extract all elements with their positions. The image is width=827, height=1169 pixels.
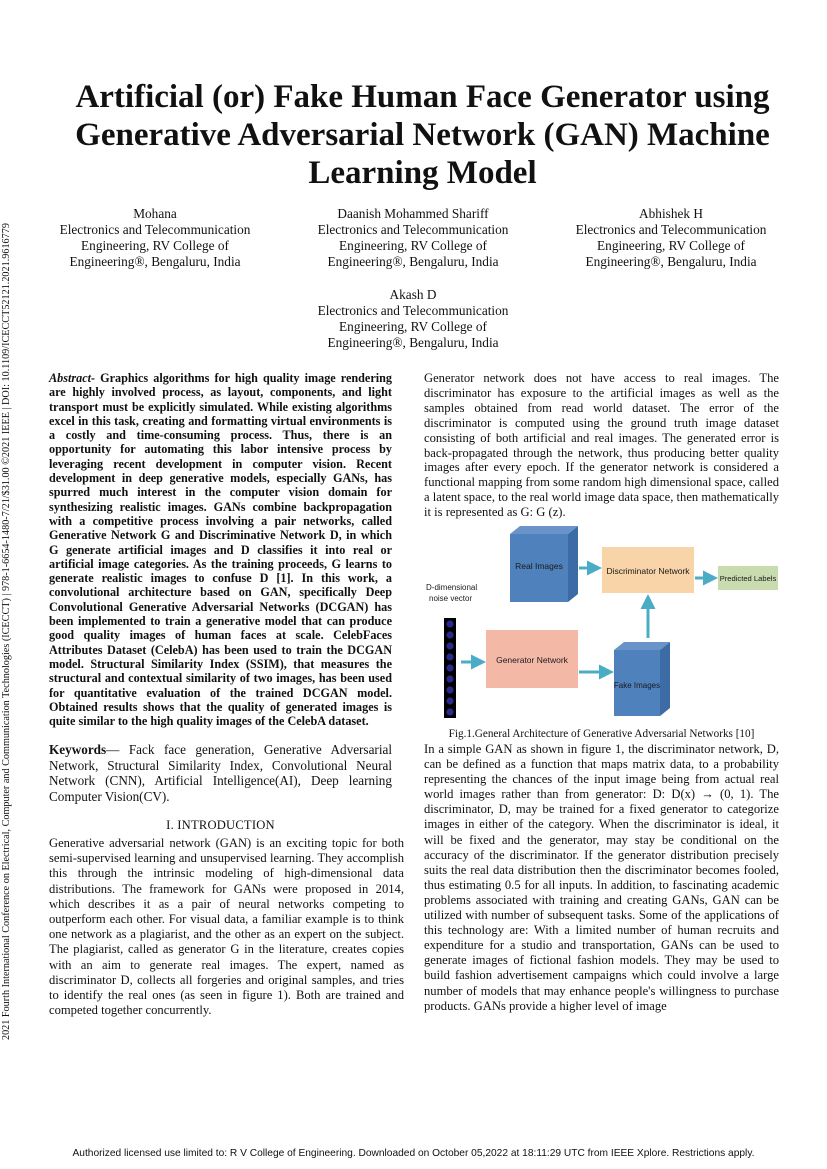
right-column-top-text: Generator network does not have access to real images. The discriminator has exposure to the artificial images as well as the samples obtained from read world dataset. The error of the discriminator is computed using the ground truth image dataset consisting of both artificial and real images. The generated error is back-propagated through the network, thus producing better quality images after every epoch. If the generator network is considered a functional mapping from some random high dimensional space, called a latent space, to the real world image data space, then mathematically it is represented as G: G (z). xyxy=(424,371,779,520)
noise-vector xyxy=(444,618,456,718)
generator-box xyxy=(486,630,578,688)
real-images-box xyxy=(510,526,578,602)
paper-title: Artificial (or) Fake Human Face Generator using Generative Adversarial Network (GAN) Machine Learning Model xyxy=(75,79,770,191)
predicted-labels-label: Predicted Labels xyxy=(719,574,777,583)
author-affiliation: Electronics and Telecommunication Engineering, RV College of Engineering®, Bengaluru, India xyxy=(59,222,251,269)
doi-sidebar-text: 2021 Fourth International Conference on Electrical, Computer and Communication Technologies (ICECCT) | 978-1-6654-1480-7/21/$31.00 ©2021 IEEE | DOI: 10.1109/ICECCT52121.2021.9616779 xyxy=(1,223,12,1040)
license-footer: Authorized licensed use limited to: R V College of Engineering. Downloaded on October 05,2022 at 18:11:29 UTC from IEEE Xplore. Restrictions apply. xyxy=(72,1148,755,1159)
author-name: Mohana xyxy=(133,206,177,221)
keywords-text: — Fack face generation, Generative Adversarial Network, Structural Similarity Index, Convolutional Neural Network (CNN), Artificial Intelligence(AI), Deep learning Computer Vision(CV). xyxy=(49,742,392,804)
noise-label-line1: D-dimensional xyxy=(426,583,478,592)
noise-label-line2: noise vector xyxy=(429,594,473,603)
author-affiliation: Electronics and Telecommunication Engineering, RV College of Engineering®, Bengaluru, India xyxy=(575,222,767,269)
discriminator-box xyxy=(602,547,694,593)
author-name: Daanish Mohammed Shariff xyxy=(337,206,489,221)
predicted-labels-box xyxy=(718,566,778,590)
author-block xyxy=(40,206,270,270)
abstract-text: Graphics algorithms for high quality image rendering are highly involved process, as layout, components, and light transport must be explicitly simulated. While existing algorithms excel in this task, creating and formatting virtual environments is a costly and time-consuming process. Thus, there is an opportunity for automating this labor intensive process by leveraging recent development in computer vision. Recent development in deep generative models, especially GANs, has spurred much interest in the computer vision domain for synthesizing realistic images. GANs combine backpropagation with a competitive process involving a pair networks, called Generative Network G and Discriminative Network D, in which G generate artificial images and D classifies it into real or artificial image categories. As the training proceeds, G learns to generate realistic images to confuse D [1]. In this work, a convolutional architecture based on GAN, specifically Deep Convolutional Generative Adversarial Networks (DCGAN) has been implemented to train a generative model that can produce good quality images of human faces at scale. CelebFaces Attributes Dataset (CelebA) has been used to train the DCGAN model. Structural Similarity Index (SSIM), that measures the structural and contextual similarity of two images, has been used for quantitative evaluation of the trained DCGAN model. Obtained results shows that the quality of generated images is quite similar to the high quality images of the CelebA dataset. xyxy=(49,371,392,729)
fake-images-box xyxy=(614,642,670,716)
discriminator-label: Discriminator Network xyxy=(606,566,690,576)
author-name: Abhishek H xyxy=(639,206,703,221)
author-affiliation: Electronics and Telecommunication Engineering, RV College of Engineering®, Bengaluru, India xyxy=(317,222,509,269)
fake-images-label: Fake Images xyxy=(613,681,661,690)
keywords-label: Keywords xyxy=(49,742,107,757)
abstract xyxy=(49,371,392,728)
introduction-text: Generative adversarial network (GAN) is an exciting topic for both semi-supervised learning and unsupervised learning. They accomplish this through the intrinsic modeling of high-dimensional data distributions. The framework for GANs were proposed in 2014, which describes it as a pair of neural networks competing to outperform each other. For visual data, a familiar example is to think one network as a plagiarist, and the other as an expert on the subject. The plagiarist, called as generator G in the literature, creates copies with an aim to generate real images. The expert, named as discriminator D, collects all forgeries and original samples, and tries to identify the real ones (as seen in figure 1). Both are trained and competed together concurrently. xyxy=(49,836,404,1018)
gan-architecture-figure xyxy=(424,522,782,722)
generator-label: Generator Network xyxy=(496,655,568,665)
author-name: Akash D xyxy=(389,287,437,302)
abstract-label: Abstract- xyxy=(49,371,96,385)
right-column-bottom-text: In a simple GAN as shown in figure 1, the discriminator network, D, can be defined as a function that maps matrix data, to a probability representing the chances of the input image being from actual real world images rather than from generator: D: D(x) → (0, 1). The discriminator, D, may be trained for a fixed generator to categorize images in either of the category. When the discriminator is ideal, it will be fixed and the generator, may stay be conditional on the accuracy of the discriminator. If the generator distribution precisely suits the real data distribution then the discriminator becomes fooled, thus estimating 0.5 for all inputs. In addition, to fascinating academic problems associated with training and creating GANs, GAN can be utilized with number of subsequent tasks. Some of the applications of this technology are: With a limited number of human recruits and expenditure for a studio and transportation, GANs can be used to generate images of fictional fashion models. They may be used to build fashion advertisement campaigns which could involve a large number of models that may enhance people's willingness to purchase products. GANs provide a higher level of image xyxy=(424,742,779,1013)
author-block xyxy=(298,287,528,351)
author-block xyxy=(556,206,786,270)
section-heading: I. INTRODUCTION xyxy=(166,818,275,832)
figure-caption: Fig.1.General Architecture of Generative Adversarial Networks [10] xyxy=(448,728,755,740)
author-block xyxy=(298,206,528,270)
real-images-label: Real Images xyxy=(515,561,563,571)
doi-sidebar xyxy=(1,140,28,1040)
keywords xyxy=(49,742,392,804)
author-affiliation: Electronics and Telecommunication Engineering, RV College of Engineering®, Bengaluru, India xyxy=(317,303,509,350)
